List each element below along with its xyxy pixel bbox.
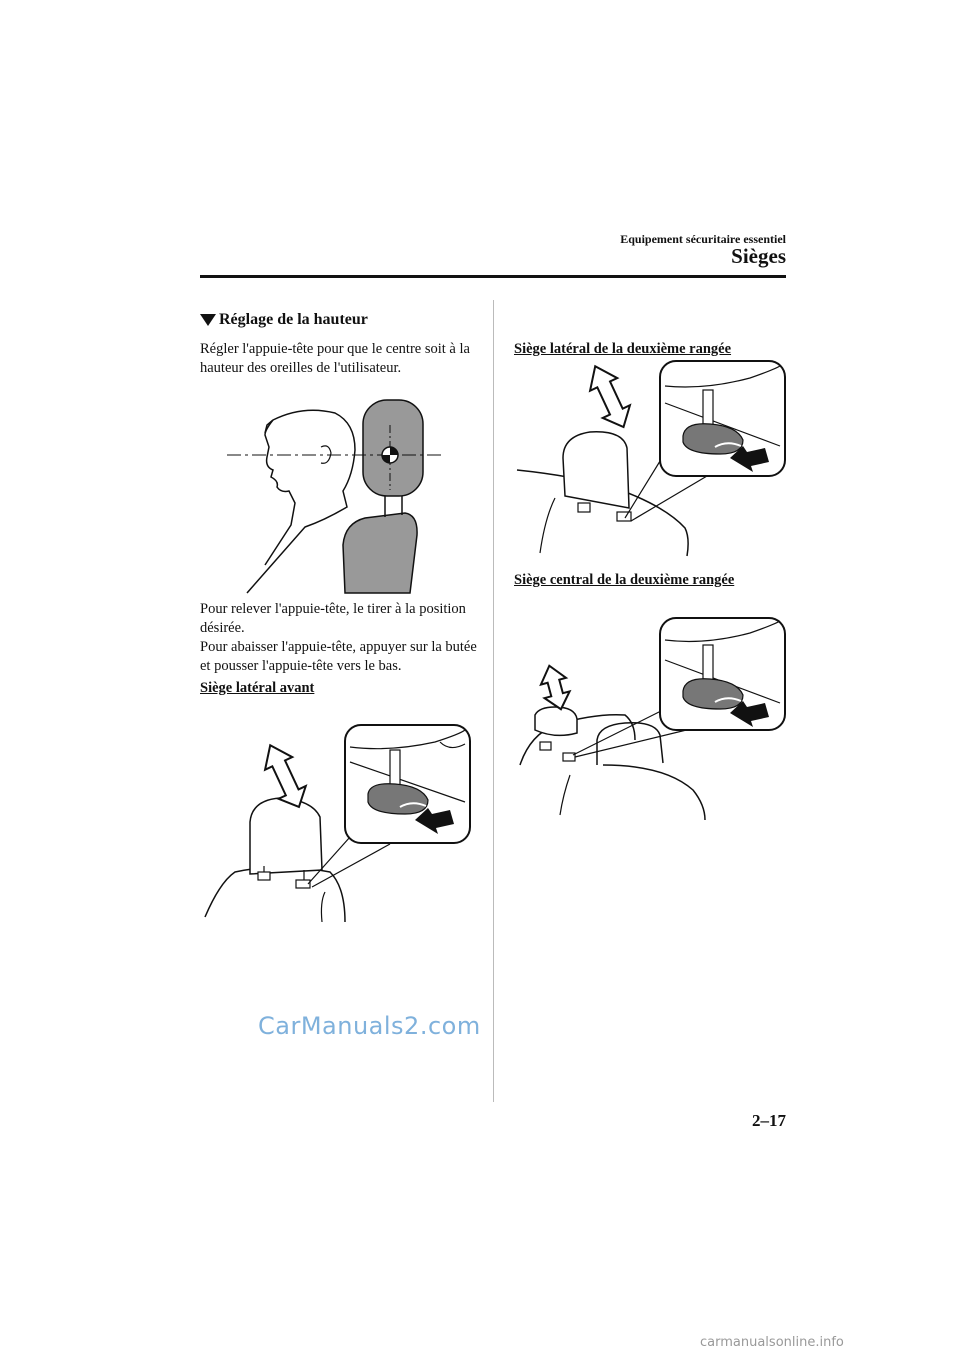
headrest-adjust-illustration-second-center	[515, 615, 790, 820]
page-number: 2–17	[752, 1111, 786, 1130]
headrest-adjust-illustration-front	[200, 722, 475, 927]
footer-watermark: carmanualsonline.info	[700, 1335, 844, 1350]
column-divider	[493, 300, 494, 1102]
subheading-second-row-center: Siège central de la deuxième rangée	[514, 572, 735, 588]
instruction-raise: Pour relever l'appuie-tête, le tirer à la position désirée.	[200, 601, 466, 636]
section-heading-text: Réglage de la hauteur	[219, 311, 368, 328]
triangle-bullet-icon	[200, 314, 216, 326]
head-profile-illustration	[225, 395, 450, 595]
subheading-front-seat: Siège latéral avant	[200, 680, 315, 696]
headrest-adjust-illustration-second-side	[515, 358, 790, 558]
intro-paragraph: Régler l'appuie-tête pour que le centre soit à la hauteur des oreilles de l'utilisateur.	[200, 341, 470, 376]
section-title: Equipement sécuritaire essentiel	[620, 232, 786, 246]
subheading-second-row-side: Siège latéral de la deuxième rangée	[514, 341, 732, 357]
header-rule	[200, 275, 786, 278]
section-heading	[200, 311, 368, 329]
instruction-lower: Pour abaisser l'appuie-tête, appuyer sur la butée et pousser l'appuie-tête vers le bas.	[200, 639, 477, 674]
watermark-logo: CarManuals2.com	[258, 1012, 481, 1040]
page-title: Sièges	[731, 244, 786, 268]
